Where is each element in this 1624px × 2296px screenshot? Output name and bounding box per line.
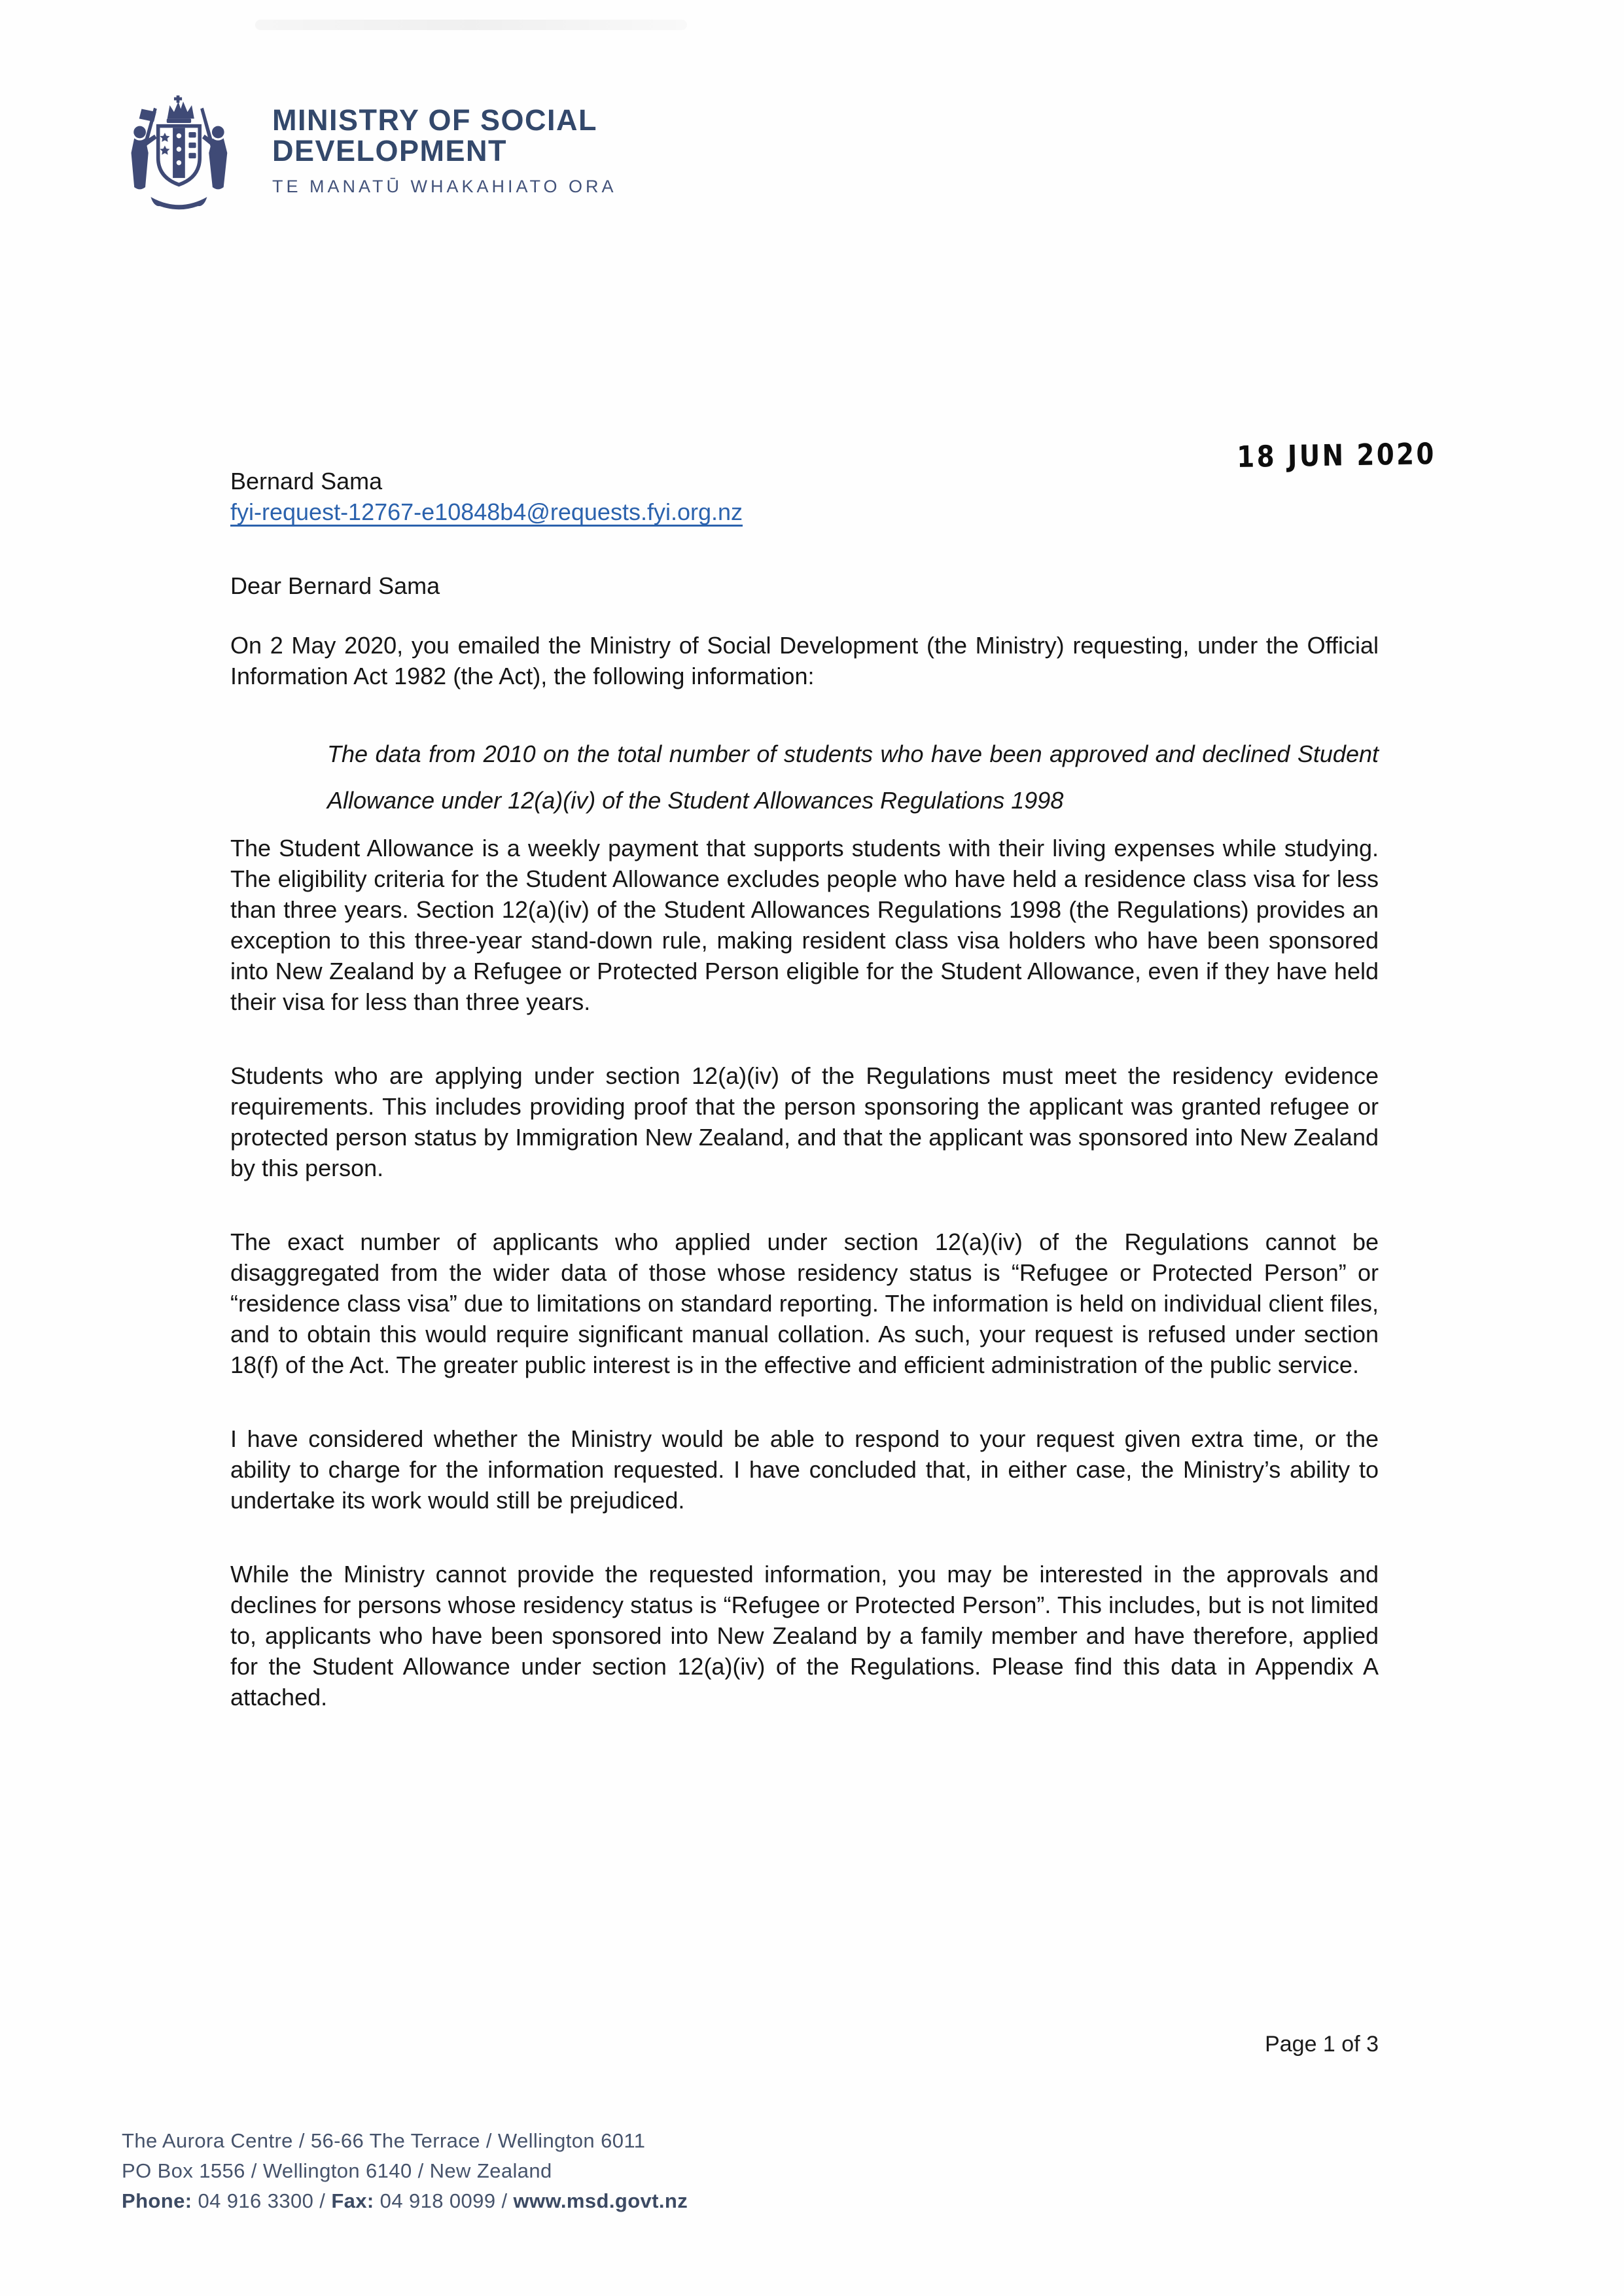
body-paragraph-6: While the Ministry cannot provide the requested information, you may be interested in the approvals and declines for persons whose residency status is “Refugee or Protected Person”. This includes, but is not limited to, applicants who have been sponsored into New Zealand by a family member and have therefore, applied for the Student Allowance under section 12(a)(iv) of the Regulations. Please find this data in Appendix A attached. — [230, 1561, 1379, 1711]
footer-separator-1: / — [319, 2189, 326, 2212]
org-subtitle: TE MANATŪ WHAKAHIATO ORA — [272, 177, 617, 196]
recipient-name: Bernard Sama — [230, 468, 383, 495]
page-number: Page 1 of 3 — [1265, 2032, 1379, 2057]
request-quote: The data from 2010 on the total number of students who have been approved and declined Student Allowance under 12(a)(iv) of the Student Allowances Regulations 1998 — [327, 740, 1379, 814]
org-wordmark — [272, 92, 617, 219]
footer-phone-number: 04 916 3300 — [198, 2189, 314, 2212]
msd-logo — [108, 92, 617, 219]
recipient-email-row — [230, 496, 1379, 527]
footer-fax-number: 04 918 0099 — [380, 2189, 496, 2212]
footer-fax-label: Fax: — [331, 2189, 374, 2212]
footer-address-line2: PO Box 1556 / Wellington 6140 / New Zealand — [122, 2159, 552, 2182]
footer-separator-2: / — [501, 2189, 508, 2212]
nz-coat-of-arms-icon — [108, 92, 249, 219]
body-paragraph-3: Students who are applying under section 12(a)(iv) of the Regulations must meet the residency evidence requirements. This includes providing proof that the person sponsoring the applicant was granted refugee or protected person status by Immigration New Zealand, and that the applicant was sponsored into New Zealand by this person. — [230, 1062, 1379, 1181]
body-paragraph-4: The exact number of applicants who applied under section 12(a)(iv) of the Regulations cannot be disaggregated from the wider data of those whose residency status is “Refugee or Protected Person” or “residence class visa” due to limitations on standard reporting. The information is held on individual client files, and to obtain this would require significant manual collation. As such, your request is refused under section 18(f) of the Act. The greater public interest is in the effective and efficient administration of the public service. — [230, 1228, 1379, 1378]
recipient-email-link[interactable]: fyi-request-12767-e10848b4@requests.fyi.org.nz — [230, 498, 743, 525]
org-name-line2: DEVELOPMENT — [272, 134, 508, 167]
footer-phone-label: Phone: — [122, 2189, 192, 2212]
footer-website: www.msd.govt.nz — [513, 2189, 688, 2212]
org-name-line1: MINISTRY OF SOCIAL — [272, 103, 598, 137]
letterhead-footer — [122, 2126, 688, 2216]
body-paragraph-1: On 2 May 2020, you emailed the Ministry of Social Development (the Ministry) requesting, under the Official Information Act 1982 (the Act), the following information: — [230, 632, 1379, 689]
salutation: Dear Bernard Sama — [230, 572, 440, 599]
scan-artifact — [255, 20, 687, 30]
date-stamp: 18 JUN 2020 — [1237, 436, 1437, 474]
body-paragraph-5: I have considered whether the Ministry would be able to respond to your request given extra time, or the ability to charge for the information requested. I have concluded that, in either case, the Ministry’s ability to undertake its work would still be prejudiced. — [230, 1425, 1379, 1514]
letter-content — [230, 466, 1379, 1713]
body-paragraph-2: The Student Allowance is a weekly payment that supports students with their living expenses while studying. The eligibility criteria for the Student Allowance excludes people who have held a residence class visa for less than three years. Section 12(a)(iv) of the Student Allowances Regulations 1998 (the Regulations) provides an exception to this three-year stand-down rule, making resident class visa holders who have been sponsored into New Zealand by a Refugee or Protected Person eligible for the Student Allowance, even if they have held their visa for less than three years. — [230, 835, 1379, 1015]
footer-contact-line — [122, 2186, 688, 2216]
footer-address-line1: The Aurora Centre / 56-66 The Terrace / Wellington 6011 — [122, 2129, 646, 2152]
